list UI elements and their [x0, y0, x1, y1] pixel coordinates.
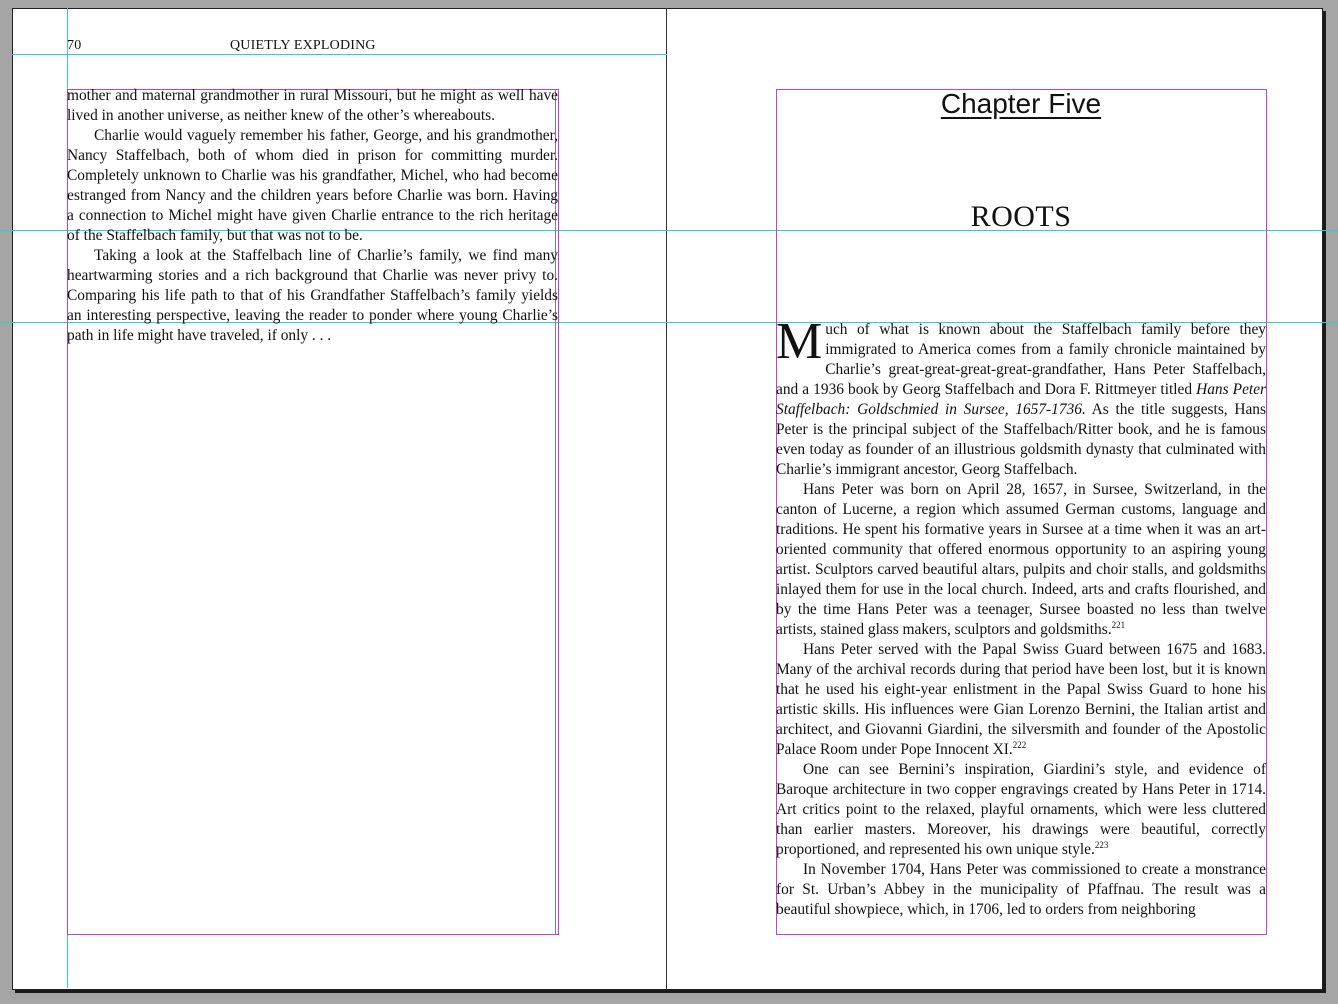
- text-run: uch of what is known about the Staffelbach family before they immigrated to America comes from a family chronicle maintained by Charlie’s great-great-great-great-grandfather, Hans Peter Staffelbach, and a 1936 book by Georg Staffelbach and Dora F. Rittmeyer titled: [776, 321, 1266, 398]
- text-run: Hans Peter served with the Papal Swiss Guard between 1675 and 1683. Many of the archival records during that period have been lost, but it is known that he used his eight-year enlistment in the Papal Swiss Guard to hone his artistic skills. His influences were Gian Lorenzo Bernini, the Italian artist and architect, and Giovanni Giardini, the silversmith and founder of the Apostolic Palace Room under Pope Innocent XI.: [776, 641, 1266, 758]
- paragraph: [776, 480, 1266, 640]
- left-body-text[interactable]: [67, 86, 558, 346]
- chapter-label: Chapter Five: [940, 88, 1102, 119]
- text-run: As the title suggests, Hans Peter is the principal subject of the Staffelbach/Ritter book, and he is famous even today as founder of an illustrious goldsmith dynasty that culminated with Charlie’s immigrant ancestor, Georg Staffelbach.: [776, 401, 1266, 478]
- paragraph: In November 1704, Hans Peter was commissioned to create a monstrance for St. Urban’s Abbey in the municipality of Pfaffnau. The result was a beautiful showpiece, which, in 1706, led to orders from neighboring: [776, 861, 1266, 918]
- paragraph: Taking a look at the Staffelbach line of Charlie’s family, we find many heartwarming stories and a rich background that Charlie was never privy to. Comparing his life path to that of his Grandfather Staffelbach’s family yields an interesting perspective, leaving the reader to ponder where young Charlie’s path in life might have traveled, if only . . .: [67, 247, 558, 344]
- running-head-title: QUIETLY EXPLODING: [230, 38, 376, 53]
- page-number: 70: [67, 38, 82, 53]
- paragraph: [776, 760, 1266, 860]
- paragraph: [776, 313, 1267, 480]
- footnote-ref[interactable]: 222: [1012, 740, 1027, 750]
- text-run: One can see Bernini’s inspiration, Giardini’s style, and evidence of Baroque architecture in two copper engravings created by Hans Peter in 1714. Art critics point to the relaxed, playful ornaments, which were less cluttered than earlier masters. Moreover, his drawings were beautiful, correctly proportioned, and represented his own unique style.: [776, 761, 1266, 858]
- text-run: Hans Peter was born on April 28, 1657, in Sursee, Switzerland, in the canton of Lucerne, a region which assumed German customs, language and traditions. He spent his formative years in Sursee at a time when it was an art-oriented community that offered enormous opportunity to an aspiring young artist. Sculptors carved beautiful altars, pulpits and choir stalls, and goldsmiths inlayed them for use in the local church. Indeed, arts and crafts flourished, and by the time Hans Peter was a teenager, Sursee boasted no less than twelve artists, stained glass makers, sculptors and goldsmiths.: [776, 481, 1266, 638]
- footnote-ref[interactable]: 223: [1094, 840, 1109, 850]
- guide-horizontal[interactable]: [12, 54, 667, 55]
- chapter-title: ROOTS: [970, 200, 1072, 233]
- paragraph: mother and maternal grandmother in rural Missouri, but he might as well have lived in another universe, as neither knew of the other’s whereabouts.: [67, 87, 558, 124]
- drop-cap: M: [776, 313, 823, 370]
- footnote-ref[interactable]: 221: [1111, 620, 1126, 630]
- paragraph: Charlie would vaguely remember his father, George, and his grandmother, Nancy Staffelbach, both of whom died in prison for committing murder. Completely unknown to Charlie was his grandfather, Michel, who had become estranged from Nancy and the children years before Charlie was born. Having a connection to Michel might have given Charlie entrance to the rich heritage of the Staffelbach family, but that was not to be.: [67, 127, 558, 244]
- spine-divider: [666, 8, 667, 989]
- paragraph: [776, 640, 1266, 760]
- book-title: Hans Peter Staffelbach: Goldschmied in Sursee, 1657-1736.: [776, 381, 1267, 418]
- right-body-text[interactable]: [776, 313, 1267, 920]
